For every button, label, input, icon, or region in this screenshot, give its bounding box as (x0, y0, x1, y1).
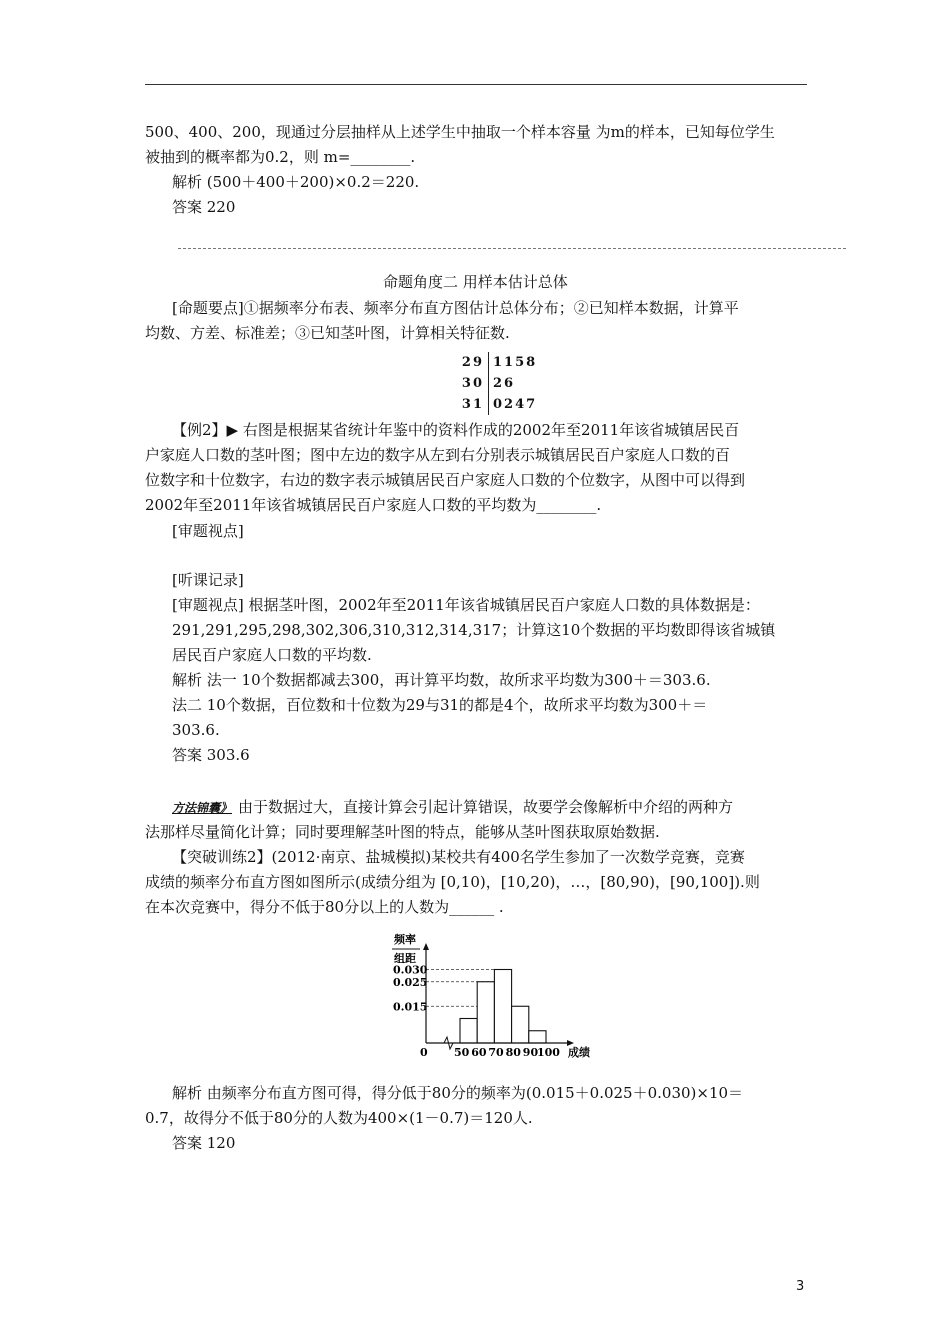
x-tick-label: 60 (471, 1046, 487, 1059)
origin-label: 0 (420, 1046, 428, 1059)
q1-line2: 被抽到的概率都为0.2，则 m=________. (145, 148, 416, 166)
x-tick-label: 80 (505, 1046, 521, 1059)
y-axis-arrow (423, 943, 429, 950)
method-badge: 方法锦囊》 (172, 801, 233, 815)
review-label: [审题视点] (172, 522, 244, 540)
x-tick-label: 90 (522, 1046, 539, 1059)
y-tick-label: 0.015 (393, 1000, 428, 1014)
stem-value: 29 (452, 352, 489, 373)
y-label-top: 频率 (394, 933, 416, 946)
notes-label: [听课记录] (172, 571, 244, 589)
training2-solution-1: 解析 由频率分布直方图可得，得分低于80分的频率为(0.015＋0.025＋0.030)×10＝ (172, 1084, 744, 1102)
training2-line1: 【突破训练2】(2012·南京、盐城模拟)某校共有400名学生参加了一次数学竞赛，竞赛 (172, 848, 745, 866)
stem-value: 30 (452, 373, 489, 394)
example2-line2: 户家庭人口数的茎叶图；图中左边的数字从左到右分别表示城镇居民百户家庭人口数的百 (145, 446, 731, 464)
y-tick-label: 0.030 (393, 963, 428, 977)
stem-row (452, 394, 537, 415)
section-title: 命题角度二 用样本估计总体 (383, 273, 568, 291)
q1-answer: 答案 220 (172, 198, 236, 216)
example2-line1: 【例2】▶ 右图是根据某省统计年鉴中的资料作成的2002年至2011年该省城镇居民百 (172, 421, 740, 439)
section-divider (178, 248, 846, 249)
histogram-bar (529, 1031, 546, 1043)
leaf-values: 0247 (493, 397, 538, 412)
review-line2: 291,291,295,298,302,306,310,312,314,317；计算这10个数据的平均数即得该省城镇 (172, 621, 776, 639)
review-line1: [审题视点] 根据茎叶图，2002年至2011年该省城镇居民百户家庭人口数的具体数据是： (172, 596, 760, 614)
stem-row (452, 373, 537, 394)
training2-solution-2: 0.7，故得分不低于80分的人数为400×(1－0.7)＝120人. (145, 1109, 533, 1127)
frequency-histogram (380, 925, 610, 1060)
leaf-values: 26 (493, 376, 516, 391)
method-line1 (172, 795, 733, 820)
header-rule (145, 84, 807, 85)
section-points-line1: [命题要点]①据频率分布表、频率分布直方图估计总体分布；②已知样本数据，计算平 (172, 299, 739, 317)
histogram-bar (460, 1019, 477, 1044)
x-tick-label: 50 (454, 1046, 470, 1059)
page-number: 3 (796, 1279, 805, 1294)
stem-leaf-plot (452, 352, 537, 415)
histogram-bar (512, 1006, 529, 1043)
section-points-line2: 均数、方差、标准差；③已知茎叶图，计算相关特征数. (145, 324, 510, 342)
y-tick-label: 0.025 (393, 975, 428, 989)
stem-value: 31 (452, 394, 489, 415)
method-line2: 法那样尽量简化计算；同时要理解茎叶图的特点，能够从茎叶图获取原始数据. (145, 823, 660, 841)
example2-line3: 位数字和十位数字，右边的数字表示城镇居民百户家庭人口数的个位数字，从图中可以得到 (145, 471, 746, 489)
training2-line3: 在本次竞赛中，得分不低于80分以上的人数为______ . (145, 898, 504, 916)
histogram-bar (494, 970, 511, 1044)
training2-line2: 成绩的频率分布直方图如图所示(成绩分组为 [0,10)，[10,20)，…，[80,90)，[90,100]).则 (145, 873, 760, 891)
training2-answer: 答案 120 (172, 1134, 236, 1152)
x-tick-label: 100 (537, 1046, 560, 1059)
q1-solution: 解析 (500＋400＋200)×0.2＝220. (172, 173, 420, 191)
example2-solution-1: 解析 法一 10个数据都减去300，再计算平均数，故所求平均数为300＋＝303.6. (172, 671, 711, 689)
stem-row (452, 352, 537, 373)
y-label-bottom: 组距 (394, 952, 416, 965)
example2-answer: 答案 303.6 (172, 746, 250, 764)
review-line3: 居民百户家庭人口数的平均数. (172, 646, 372, 664)
method-text: 由于数据过大，直接计算会引起计算错误，故要学会像解析中介绍的两种方 (238, 798, 734, 816)
example2-line4: 2002年至2011年该省城镇居民百户家庭人口数的平均数为________. (145, 496, 602, 514)
q1-line1: 500、400、200，现通过分层抽样从上述学生中抽取一个样本容量 为m的样本，已知每位学生 (145, 123, 775, 141)
example2-solution-3: 303.6. (172, 721, 220, 739)
example2-solution-2: 法二 10个数据，百位数和十位数为29与31的都是4个，故所求平均数为300＋＝ (172, 696, 708, 714)
x-axis-label: 成绩 (568, 1046, 590, 1059)
leaf-values: 1158 (493, 355, 538, 370)
x-tick-label: 70 (488, 1046, 504, 1059)
histogram-bar (477, 982, 494, 1043)
